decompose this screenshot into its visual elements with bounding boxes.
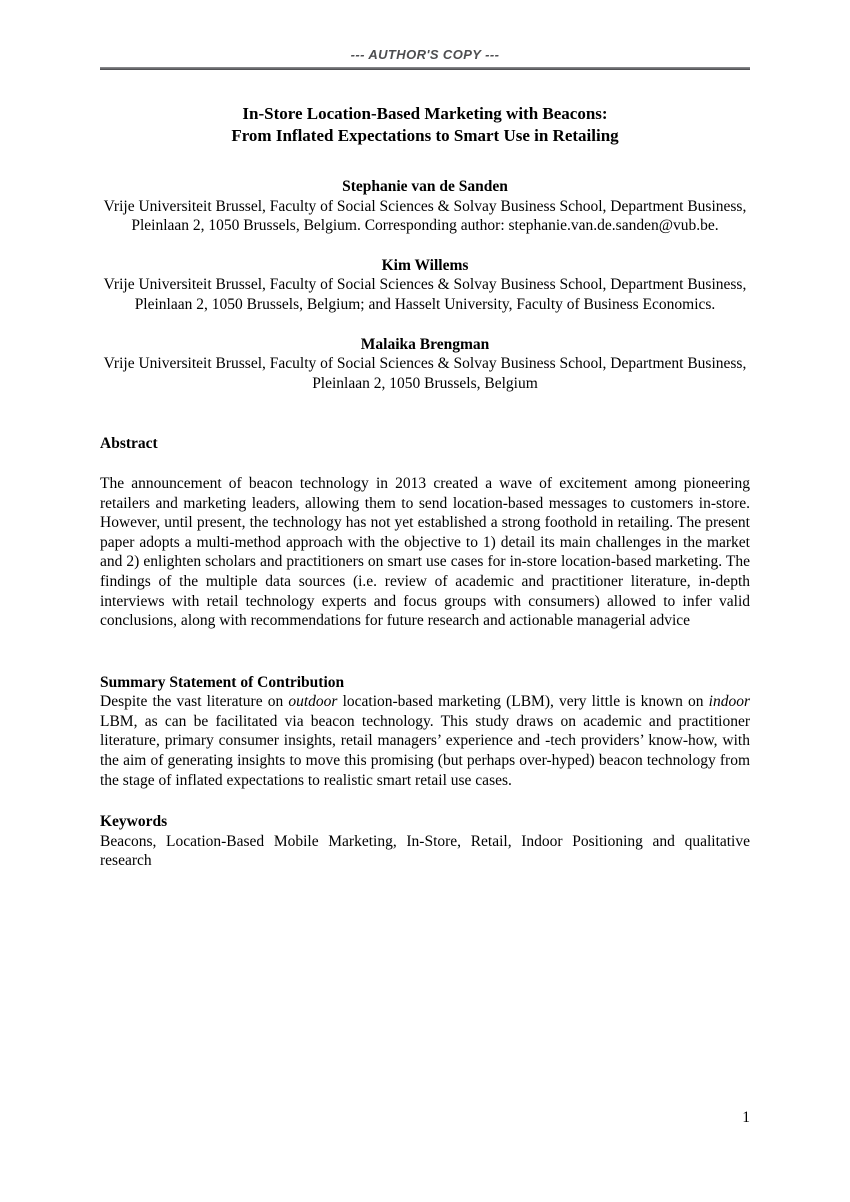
keywords-section <box>100 812 750 871</box>
summary-text-segment: LBM, as can be facilitated via beacon technology. This study draws on academic and practitioner literature, primary consumer insights, retail managers’ experience and -tech providers’ know-how, with the aim of generating insights to move this promising (but perhaps over-hyped) beacon technology from the stage of inflated expectations to realistic smart retail use cases. <box>100 712 750 789</box>
summary-text-segment: location-based marketing (LBM), very little is known on <box>337 693 709 711</box>
header-divider <box>100 67 750 70</box>
author-name: Malaika Brengman <box>360 335 490 353</box>
author-name: Kim Willems <box>381 256 469 274</box>
paper-title-line1: In-Store Location-Based Marketing with Beacons: <box>242 104 608 123</box>
summary-italic-segment: indoor <box>708 693 750 711</box>
paper-title <box>100 103 750 146</box>
summary-text-segment: Despite the vast literature on <box>100 693 289 711</box>
summary-body <box>100 692 750 790</box>
summary-heading: Summary Statement of Contribution <box>100 673 345 691</box>
summary-italic-segment: outdoor <box>288 693 338 711</box>
author-block <box>100 335 750 394</box>
author-affiliation: Vrije Universiteit Brussel, Faculty of Social Sciences & Solvay Business School, Department Business, Pleinlaan 2, 1050 Brussels, Belgium <box>103 355 747 392</box>
summary-section <box>100 673 750 791</box>
author-affiliation: Vrije Universiteit Brussel, Faculty of Social Sciences & Solvay Business School, Department Business, Pleinlaan 2, 1050 Brussels, Belgium; and Hasselt University, Faculty of Business Economics. <box>103 276 747 313</box>
keywords-heading: Keywords <box>100 813 168 831</box>
abstract-heading: Abstract <box>100 435 158 453</box>
abstract-body: The announcement of beacon technology in 2013 created a wave of excitement among pioneering retailers and marketing leaders, allowing them to send location-based messages to customers in-store. However, until present, the technology has not yet established a strong foothold in retailing. The present paper adopts a multi-method approach with the objective to 1) detail its main challenges in the market and 2) enlighten scholars and practitioners on smart use cases for in-store location-based marketing. The findings of the multiple data sources (i.e. review of academic and practitioner literature, in-depth interviews with retail technology experts and focus groups with consumers) allowed to infer valid conclusions, along with recommendations for future research and actionable managerial advice <box>100 474 750 630</box>
author-name: Stephanie van de Sanden <box>342 178 508 195</box>
author-list <box>100 177 750 393</box>
author-block <box>100 177 750 236</box>
author-block <box>100 256 750 315</box>
keywords-body: Beacons, Location-Based Mobile Marketing, In-Store, Retail, Indoor Positioning and qualitative research <box>100 832 750 870</box>
authors-copy-label: --- AUTHOR'S COPY --- <box>350 47 500 62</box>
abstract-section <box>100 434 750 630</box>
paper-title-line2: From Inflated Expectations to Smart Use in Retailing <box>231 125 619 145</box>
page-number: 1 <box>742 1109 750 1126</box>
author-affiliation: Vrije Universiteit Brussel, Faculty of Social Sciences & Solvay Business School, Department Business, Pleinlaan 2, 1050 Brussels, Belgium. Corresponding author: stephanie.van.de.sanden@vub.be. <box>103 197 747 235</box>
page-header <box>100 46 750 70</box>
